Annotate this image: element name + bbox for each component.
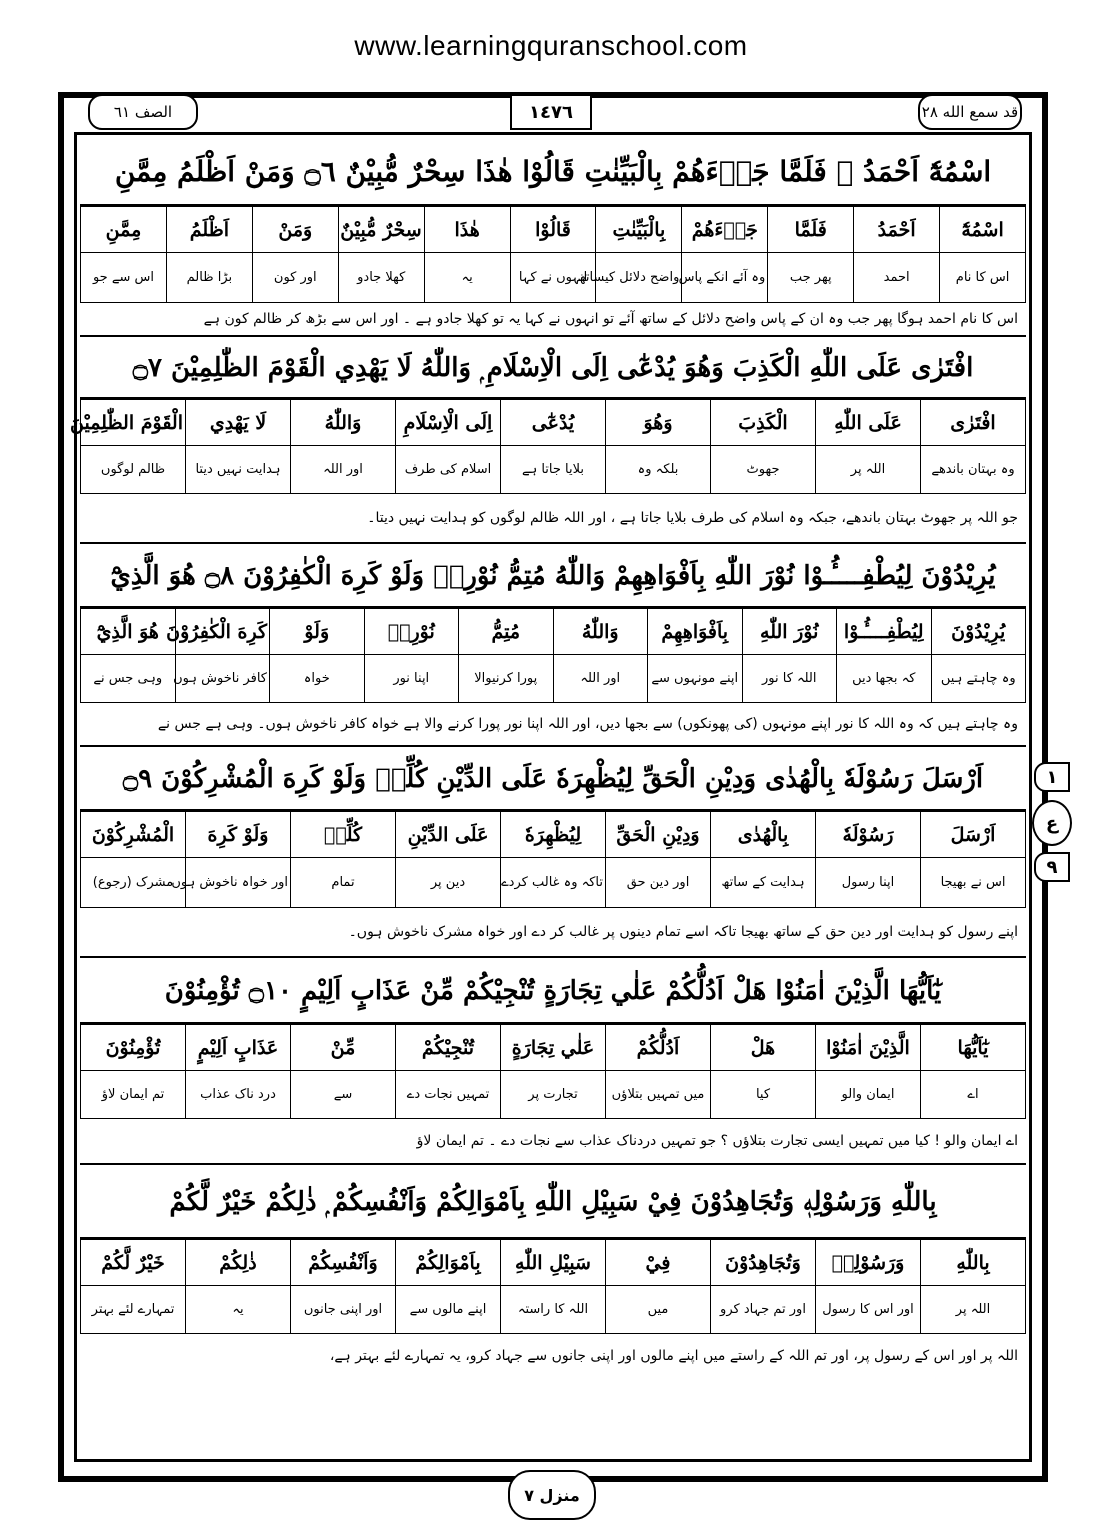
juz-name-label: قد سمع الله ٢٨ [918,94,1022,130]
meaning-cell: اللہ کا راستہ [501,1286,606,1334]
word-cell: وَاللّٰهُ [291,400,396,446]
ruku-marker: ع [1032,800,1072,846]
meaning-row [81,1286,1026,1334]
meaning-cell: اور اپنی جانوں [291,1286,396,1334]
site-url: www.learningquranschool.com [354,30,748,61]
translation-line: وہ چاہتے ہیں کہ وہ اللہ کا نور اپنے مونہوں (کی پھونکوں) سے بجھا دیں، اور اللہ اپنا نور پورا کرنے والا ہے خواہ کافر ناخوش ہوں۔ وہی ہے جس نے [80,703,1026,747]
meaning-cell: اے [921,1071,1026,1119]
surah-name-label: الصف ٦١ [88,94,198,130]
word-cell: تُؤْمِنُوْنَ [81,1025,186,1071]
word-cell: سِحْرٌ مُّبِيْنٌ [338,207,424,253]
word-cell: وَرَسُوْلِهٖ [816,1240,921,1286]
meaning-cell: یہ [186,1286,291,1334]
meaning-cell: اور تم جہاد کرو [711,1286,816,1334]
word-cell: هَلْ [711,1025,816,1071]
ayah-text: بِاللّٰهِ وَرَسُوْلِهٖ وَتُجَاهِدُوْنَ فِيْ سَبِيْلِ اللّٰهِ بِاَمْوَالِكُمْ وَاَنْفُسِكُمْ ۭ ذٰلِكُمْ خَيْرٌ لَّكُمْ [80,1165,1026,1239]
word-cell: اَحْمَدُ [854,207,940,253]
word-cell: لَا يَهْدِي [186,400,291,446]
word-cell: عَلٰي تِجَارَةٍ [501,1025,606,1071]
word-cell: وَلَوْ كَرِهَ [186,812,291,858]
word-cell: اَرْسَلَ [921,812,1026,858]
meaning-cell: تمام [291,858,396,908]
word-cell: لِيُطْفِــــُٔـوْا [837,609,932,655]
word-cell: وَدِيْنِ الْحَقِّ [606,812,711,858]
meaning-cell: کہ بجھا دیں [837,655,932,703]
meaning-cell: یہ [424,253,510,303]
word-row [81,609,1026,655]
meaning-cell: مشرک (رجوع) [81,858,186,908]
section-marker-top: ١ [1034,762,1070,792]
meaning-cell: بلکہ وہ [606,446,711,494]
meaning-cell: تمہارے لئے بہتر [81,1286,186,1334]
verse-block [80,958,1026,1165]
meaning-cell: اپنا نور [364,655,459,703]
verse-block [80,1165,1026,1378]
word-cell: عَذَابٍ اَلِيْمٍ [186,1025,291,1071]
meaning-cell: بلایا جاتا ہے [501,446,606,494]
word-cell: هٰذَا [424,207,510,253]
word-cell: خَيْرٌ لَّكُمْ [81,1240,186,1286]
word-cell: فِيْ [606,1240,711,1286]
meaning-cell: دین پر [396,858,501,908]
word-cell: مِّنْ [291,1025,396,1071]
meaning-row [81,446,1026,494]
meaning-cell: اللہ پر [921,1286,1026,1334]
word-row [81,400,1026,446]
word-cell: بِاَمْوَالِكُمْ [396,1240,501,1286]
meaning-cell: کھلا جادو [338,253,424,303]
word-cell: جَاۗءَهُمْ [682,207,768,253]
ayah-text: يٰٓاَيُّهَا الَّذِيْنَ اٰمَنُوْا هَلْ اَدُلُّكُمْ عَلٰي تِجَارَةٍ تُنْجِيْكُمْ مِّنْ عَذَابٍ اَلِيْمٍ ۝١٠ تُؤْمِنُوْنَ [80,958,1026,1024]
meaning-cell: میں تمہیں بتلاؤں [606,1071,711,1119]
meaning-cell: بڑا ظالم [166,253,252,303]
page-number: ١٤٧٦ [510,94,592,130]
meaning-cell: پھر جب [768,253,854,303]
word-cell: يُدْعٰٓى [501,400,606,446]
word-cell: فَلَمَّا [768,207,854,253]
meaning-cell: وہ بہتان باندھے [921,446,1026,494]
word-cell: ذٰلِكُمْ [186,1240,291,1286]
word-cell: كَرِهَ الْكٰفِرُوْنَ [175,609,270,655]
section-marker-bottom: ٩ [1034,852,1070,882]
meaning-row [81,858,1026,908]
word-cell: مِمَّنِ [81,207,167,253]
word-cell: وَاَنْفُسِكُمْ [291,1240,396,1286]
ayah-text: اَرْسَلَ رَسُوْلَهٗ بِالْهُدٰى وَدِيْنِ الْحَقِّ لِيُظْهِرَهٗ عَلَى الدِّيْنِ كُلِّهٖ وَلَوْ كَرِهَ الْمُشْرِكُوْنَ ۝٩ [80,747,1026,811]
manzil-badge: منزل ٧ [508,1470,596,1520]
meaning-cell: اللہ پر [816,446,921,494]
word-cell: بِالْهُدٰى [711,812,816,858]
meaning-cell: اللہ کا نور [742,655,837,703]
verse-block [80,747,1026,958]
word-cell: وَلَوْ [270,609,365,655]
word-cell: لِيُظْهِرَهٗ [501,812,606,858]
meaning-cell: سے [291,1071,396,1119]
meaning-cell: جھوٹ [711,446,816,494]
verse-block [80,138,1026,337]
meaning-cell: وہ چاہتے ہیں [931,655,1026,703]
word-cell: نُوْرِهٖ [364,609,459,655]
meaning-row [81,253,1026,303]
word-cell: الْكَذِبَ [711,400,816,446]
word-cell: افْتَرٰى [921,400,1026,446]
meaning-cell: انہوں نے کہا [510,253,596,303]
word-cell: يُرِيْدُوْنَ [931,609,1026,655]
meaning-cell: میں [606,1286,711,1334]
meaning-cell: اور اللہ [553,655,648,703]
verse-content [70,138,1026,1378]
meaning-cell: وہ آئے انکے پاس [682,253,768,303]
word-cell: بِالْبَيِّنٰتِ [596,207,682,253]
word-row [81,207,1026,253]
word-cell: عَلَى اللّٰهِ [816,400,921,446]
ayah-text: افْتَرٰى عَلَى اللّٰهِ الْكَذِبَ وَهُوَ يُدْعٰٓى اِلَى الْاِسْلَامِ ۭ وَاللّٰهُ لَا يَهْدِي الْقَوْمَ الظّٰلِمِيْنَ ۝٧ [80,337,1026,399]
verse-block [70,337,1026,544]
word-cell: اَظْلَمُ [166,207,252,253]
meaning-cell: تجارت پر [501,1071,606,1119]
ayah-text: يُرِيْدُوْنَ لِيُطْفِــــُٔـوْا نُوْرَ اللّٰهِ بِاَفْوَاهِهِمْ وَاللّٰهُ مُتِمُّ نُوْرِهٖ وَلَوْ كَرِهَ الْكٰفِرُوْنَ ۝٨ هُوَ الَّذِيْٓ [80,544,1026,608]
word-cell: اِلَى الْاِسْلَامِ [396,400,501,446]
word-cell: وَهُوَ [606,400,711,446]
meaning-cell: ایمان والو [816,1071,921,1119]
meaning-cell: اور دین حق [606,858,711,908]
ayah-text: اسْمُهٗٓ اَحْمَدُ ۭ فَلَمَّا جَاۗءَهُمْ بِالْبَيِّنٰتِ قَالُوْا هٰذَا سِحْرٌ مُّبِيْنٌ ۝٦ وَمَنْ اَظْلَمُ مِمَّنِ [80,138,1026,206]
meaning-cell: تمہیں نجات دے [396,1071,501,1119]
word-row [81,812,1026,858]
meaning-cell: ہدایت کے ساتھ [711,858,816,908]
word-cell: مُتِمُّ [459,609,554,655]
meaning-cell: کیا [711,1071,816,1119]
translation-line: اس کا نام احمد ہوگا پھر جب وہ ان کے پاس واضح دلائل کے ساتھ آئے تو انہوں نے کہا یہ تو کھلا جادو ہے ۔ اور اس سے بڑھ کر ظالم کون ہے [80,303,1026,337]
word-cell: اسْمُهٗٓ [940,207,1026,253]
word-cell: الْقَوْمَ الظّٰلِمِيْنَ [81,400,186,446]
meaning-row [81,1071,1026,1119]
meaning-cell: تاکہ وہ غالب کردے [501,858,606,908]
word-cell: عَلَى الدِّيْنِ [396,812,501,858]
meaning-cell: اپنے مالوں سے [396,1286,501,1334]
word-cell: سَبِيْلِ اللّٰهِ [501,1240,606,1286]
meaning-cell: تم ایمان لاؤ [81,1071,186,1119]
meaning-cell: وہی جس نے [81,655,176,703]
meaning-cell: ظالم لوگوں [81,446,186,494]
meaning-cell: اور خواہ ناخوش ہوں [186,858,291,908]
word-cell: اَدُلُّكُمْ [606,1025,711,1071]
word-cell: الْمُشْرِكُوْنَ [81,812,186,858]
translation-line: جو اللہ پر جھوٹ بہتان باندھے، جبکہ وہ اسلام کی طرف بلایا جاتا ہے ، اور اللہ ظالم لوگوں کو ہدایت نہیں دیتا۔ [80,494,1026,544]
meaning-cell: اور اللہ [291,446,396,494]
word-cell: كُلِّهٖ [291,812,396,858]
word-cell: تُنْجِيْكُمْ [396,1025,501,1071]
word-row [81,1025,1026,1071]
meaning-cell: احمد [854,253,940,303]
meaning-cell: اور کون [252,253,338,303]
meaning-cell: واضح دلائل کیساتھ [596,253,682,303]
word-cell: يٰٓاَيُّهَا [921,1025,1026,1071]
translation-line: اللہ پر اور اس کے رسول پر، اور تم اللہ کے راستے میں اپنے مالوں اور اپنی جانوں سے جہاد کرو، یہ تمہارے لئے بہتر ہے، [329,1348,1018,1364]
word-cell: وَمَنْ [252,207,338,253]
meaning-cell: اور اس کا رسول [816,1286,921,1334]
meaning-cell: اپنا رسول [816,858,921,908]
word-cell: وَاللّٰهُ [553,609,648,655]
word-cell: بِاَفْوَاهِهِمْ [648,609,743,655]
meaning-row [81,655,1026,703]
word-cell: قَالُوْا [510,207,596,253]
translation-line: اے ایمان والو ! کیا میں تمہیں ایسی تجارت بتلاؤں ؟ جو تمہیں دردناک عذاب سے نجات دے ۔ تم ایمان لاؤ [80,1119,1026,1165]
word-cell: الَّذِيْنَ اٰمَنُوْا [816,1025,921,1071]
meaning-cell: کافر ناخوش ہوں [175,655,270,703]
meaning-cell: اس نے بھیجا [921,858,1026,908]
word-row [81,1240,1026,1286]
meaning-cell: درد ناک عذاب [186,1071,291,1119]
meaning-cell: اسلام کی طرف [396,446,501,494]
word-cell: رَسُوْلَهٗ [816,812,921,858]
translation-line: اپنے رسول کو ہدایت اور دین حق کے ساتھ بھیجا تاکہ اسے تمام دینوں پر غالب کر دے اور خواہ مشرک ناخوش ہوں۔ [80,908,1026,958]
word-cell: هُوَ الَّذِيْٓ [81,609,176,655]
word-cell: نُوْرَ اللّٰهِ [742,609,837,655]
meaning-cell: خواہ [270,655,365,703]
word-cell: بِاللّٰهِ [921,1240,1026,1286]
meaning-cell: پورا کرنیوالا [459,655,554,703]
meaning-cell: ہدایت نہیں دیتا [186,446,291,494]
word-cell: وَتُجَاهِدُوْنَ [711,1240,816,1286]
verse-block [80,544,1026,747]
meaning-cell: اس سے جو [81,253,167,303]
meaning-cell: اس کا نام [940,253,1026,303]
meaning-cell: اپنے مونہوں سے [648,655,743,703]
